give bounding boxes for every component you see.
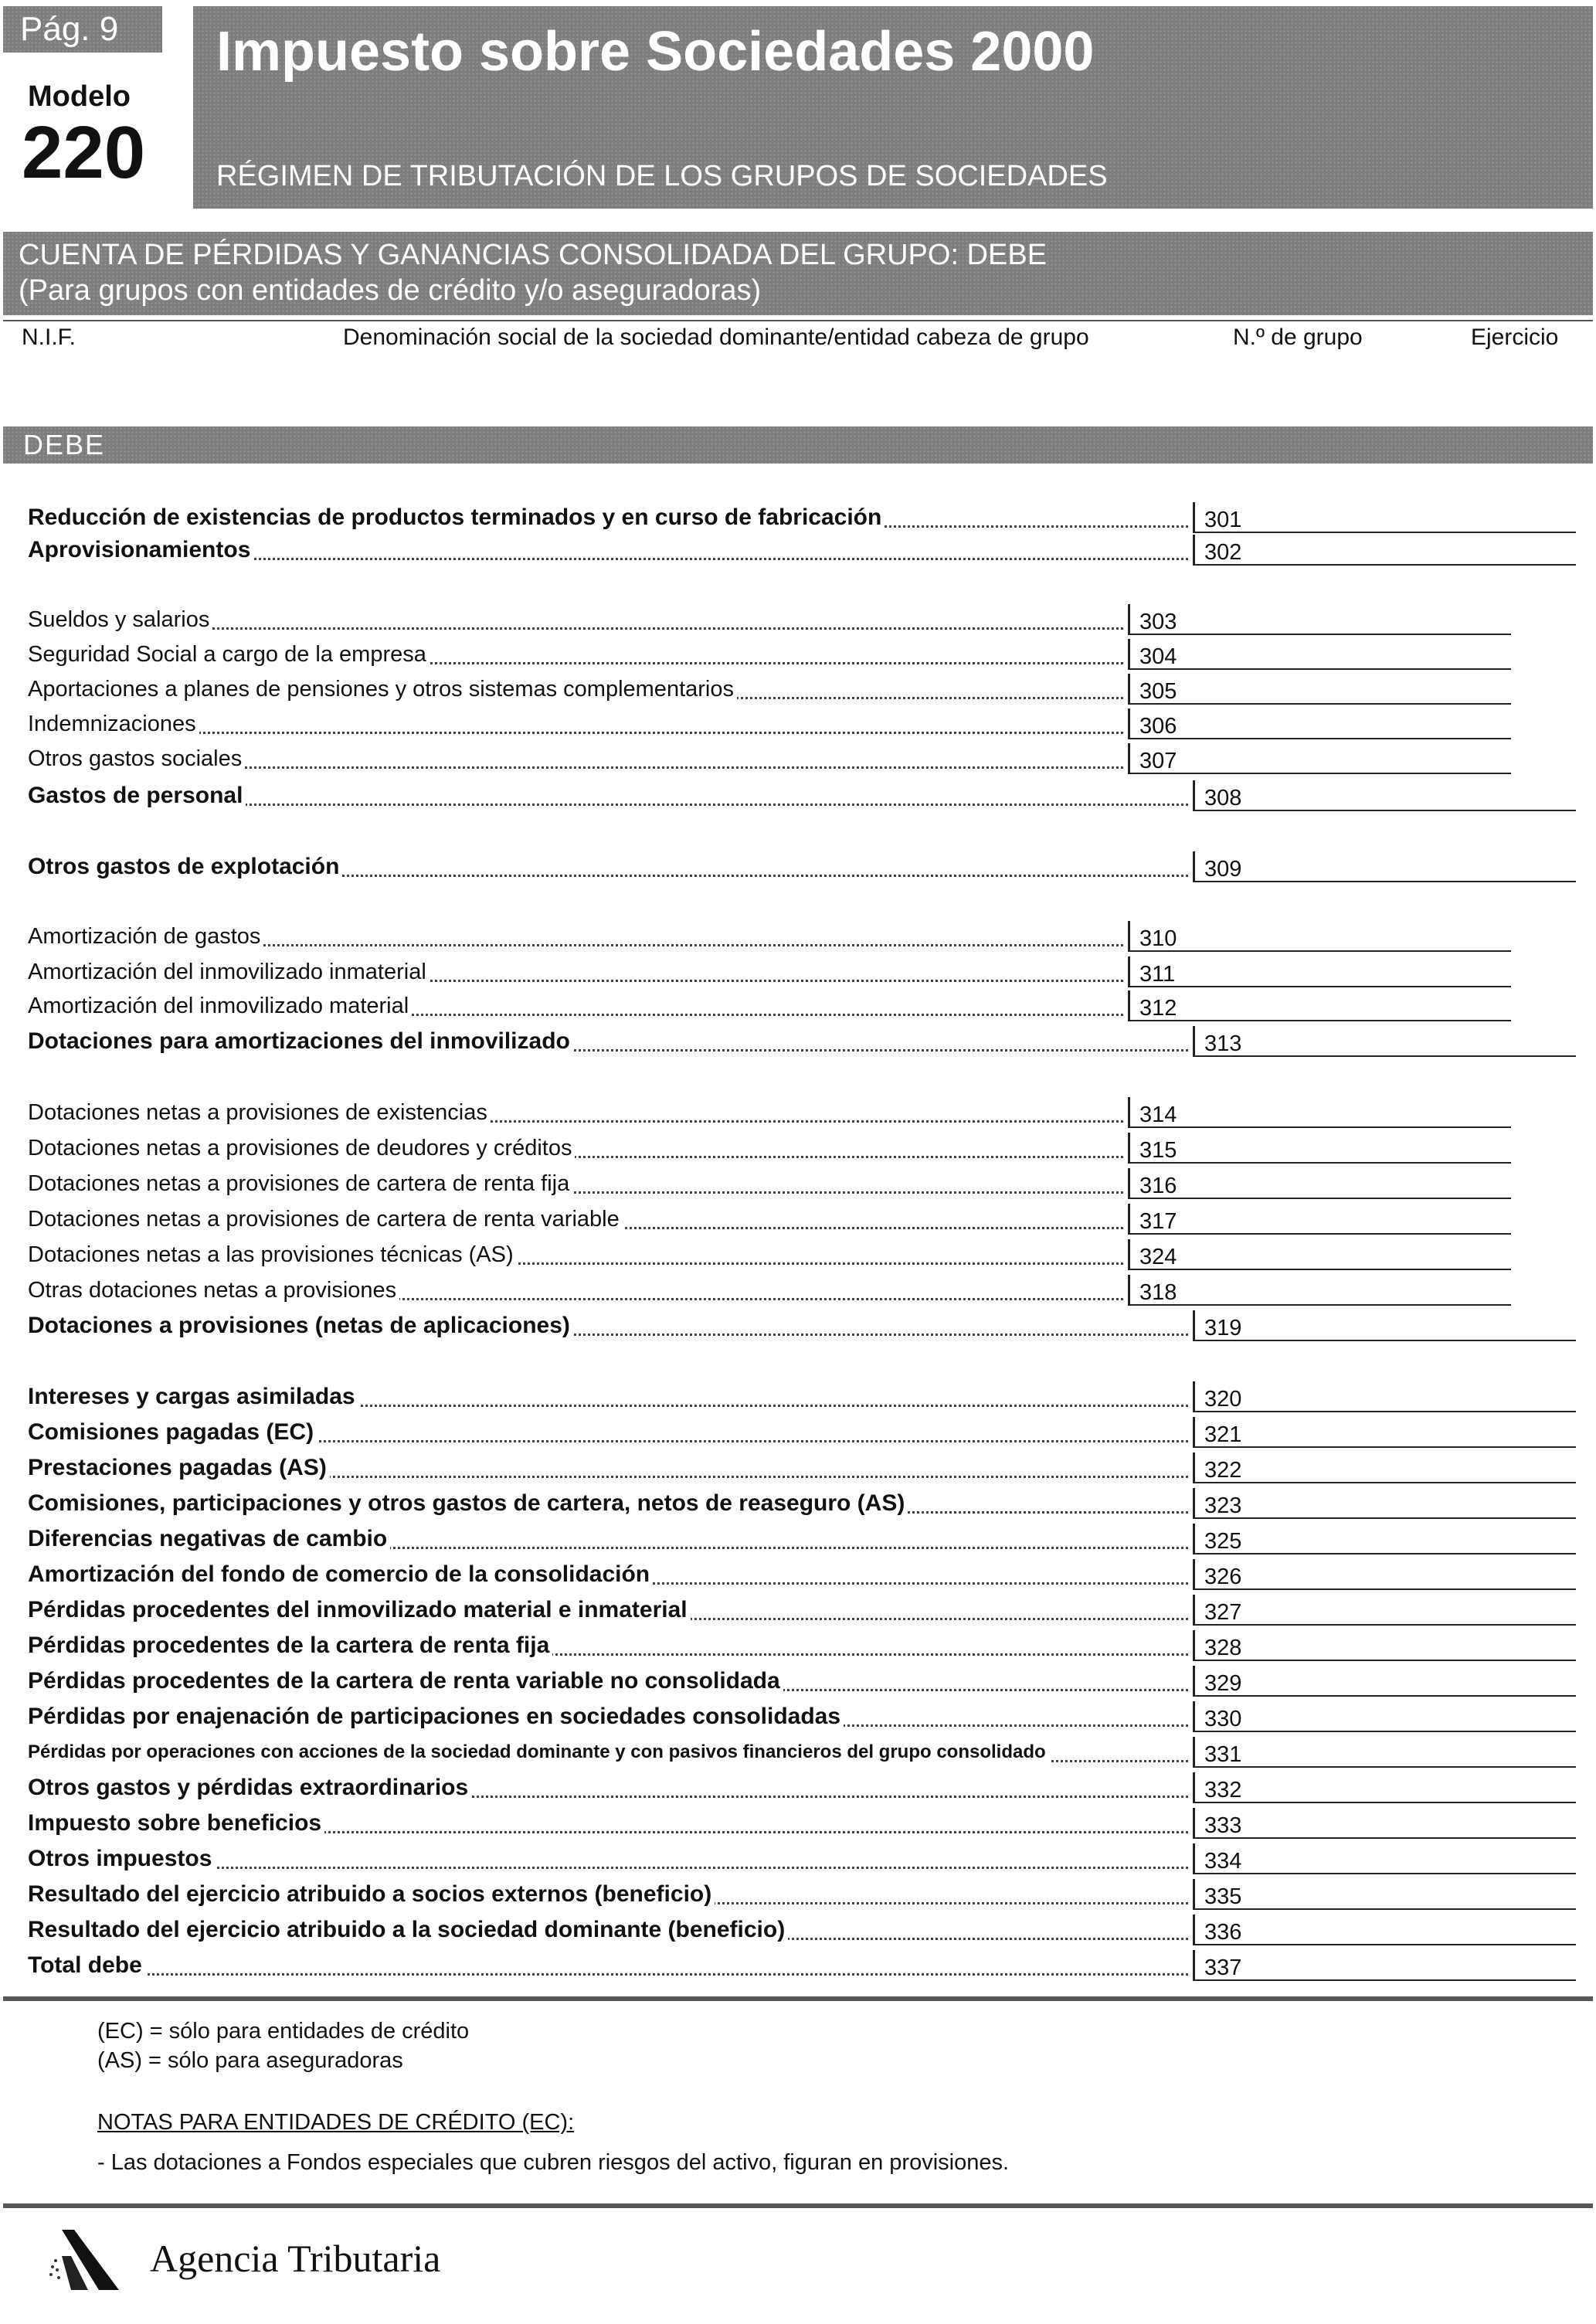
amount-box-333[interactable]: 333: [1193, 1808, 1576, 1839]
amount-box-312[interactable]: 312: [1128, 990, 1511, 1021]
row-label: Sueldos y salarios: [28, 607, 212, 632]
amount-box-332[interactable]: 332: [1193, 1772, 1576, 1803]
amount-box-316[interactable]: 316: [1128, 1168, 1511, 1199]
row-label: Pérdidas procedentes del inmovilizado material e inmaterial: [28, 1597, 691, 1622]
row-label: Intereses y cargas asimiladas: [28, 1384, 358, 1409]
amount-box-302[interactable]: 302: [1193, 535, 1576, 566]
row-label: Pérdidas por operaciones con acciones de la sociedad dominante y con pasivos financieros del grupo consolidado: [28, 1741, 1049, 1762]
section-title: CUENTA DE PÉRDIDAS Y GANANCIAS CONSOLIDADA DEL GRUPO: DEBE: [19, 239, 1048, 271]
amount-box-308[interactable]: 308: [1193, 780, 1576, 811]
amount-box-317[interactable]: 317: [1128, 1204, 1511, 1235]
row-label: Aprovisionamientos: [28, 537, 253, 562]
agencia-tributaria-logo-icon: [48, 2225, 125, 2295]
ejercicio-field-label[interactable]: Ejercicio: [1471, 324, 1559, 350]
row-label: Dotaciones netas a las provisiones técnicas (AS): [28, 1242, 517, 1267]
note-as: (AS) = sólo para aseguradoras: [97, 2048, 403, 2073]
amount-box-305[interactable]: 305: [1128, 674, 1511, 705]
id-row-divider: [3, 320, 1593, 321]
notes-title: NOTAS PARA ENTIDADES DE CRÉDITO (EC):: [97, 2110, 575, 2135]
amount-box-307[interactable]: 307: [1128, 743, 1511, 774]
section-banner: [3, 232, 1593, 315]
modelo-label: Modelo: [28, 80, 131, 113]
amount-box-325[interactable]: 325: [1193, 1524, 1576, 1554]
row-label: Amortización del inmovilizado material: [28, 994, 412, 1018]
row-label: Gastos de personal: [28, 783, 246, 808]
amount-box-311[interactable]: 311: [1128, 956, 1511, 987]
row-label: Diferencias negativas de cambio: [28, 1526, 390, 1551]
form-title: Impuesto sobre Sociedades 2000: [216, 21, 1095, 83]
row-label: Dotaciones netas a provisiones de cartera de renta variable: [28, 1207, 623, 1232]
row-label: Pérdidas procedentes de la cartera de renta fija: [28, 1633, 552, 1658]
row-label: Indemnizaciones: [28, 712, 199, 736]
row-label: Prestaciones pagadas (AS): [28, 1455, 330, 1480]
row-label: Comisiones pagadas (EC): [28, 1419, 317, 1445]
amount-box-306[interactable]: 306: [1128, 708, 1511, 739]
row-label: Pérdidas por enajenación de participaciones en sociedades consolidadas: [28, 1704, 844, 1729]
row-label: Seguridad Social a cargo de la empresa: [28, 642, 430, 667]
amount-box-322[interactable]: 322: [1193, 1452, 1576, 1483]
page-number-tab: [3, 6, 162, 53]
row-label: Comisiones, participaciones y otros gastos de cartera, netos de reaseguro (AS): [28, 1490, 908, 1516]
grupo-field-label[interactable]: N.º de grupo: [1233, 324, 1363, 350]
amount-box-328[interactable]: 328: [1193, 1630, 1576, 1661]
amount-box-331[interactable]: 331: [1193, 1737, 1576, 1768]
note-ec: (EC) = sólo para entidades de crédito: [97, 2019, 470, 2044]
amount-box-335[interactable]: 335: [1193, 1879, 1576, 1910]
row-label: Otros gastos y pérdidas extraordinarios: [28, 1775, 471, 1800]
row-label: Otros gastos sociales: [28, 746, 245, 771]
row-label: Otros impuestos: [28, 1846, 215, 1871]
amount-box-314[interactable]: 314: [1128, 1097, 1511, 1128]
amount-box-313[interactable]: 313: [1193, 1026, 1576, 1057]
row-label: Aportaciones a planes de pensiones y otros sistemas complementarios: [28, 677, 737, 702]
amount-box-336[interactable]: 336: [1193, 1915, 1576, 1945]
amount-box-323[interactable]: 323: [1193, 1488, 1576, 1519]
row-label: Otros gastos de explotación: [28, 854, 342, 879]
row-label: Otras dotaciones netas a provisiones: [28, 1278, 399, 1303]
title-banner: [193, 6, 1593, 209]
row-label: Dotaciones netas a provisiones de cartera de renta fija: [28, 1171, 572, 1196]
amount-box-324[interactable]: 324: [1128, 1239, 1511, 1270]
amount-box-319[interactable]: 319: [1193, 1310, 1576, 1341]
amount-box-310[interactable]: 310: [1128, 921, 1511, 952]
nif-field-label[interactable]: N.I.F.: [22, 324, 76, 350]
footer-divider: [3, 2203, 1593, 2208]
amount-box-309[interactable]: 309: [1193, 851, 1576, 882]
amount-box-303[interactable]: 303: [1128, 604, 1511, 635]
amount-box-318[interactable]: 318: [1128, 1275, 1511, 1306]
row-label: Total debe: [28, 1952, 145, 1978]
row-label: Dotaciones netas a provisiones de existencias: [28, 1100, 491, 1125]
debe-banner: [3, 426, 1593, 464]
row-label: Dotaciones para amortizaciones del inmovilizado: [28, 1028, 573, 1054]
modelo-number: 220: [22, 111, 146, 194]
row-label: Impuesto sobre beneficios: [28, 1810, 324, 1836]
amount-box-334[interactable]: 334: [1193, 1843, 1576, 1874]
amount-box-326[interactable]: 326: [1193, 1559, 1576, 1590]
row-label: Reducción de existencias de productos terminados y en curso de fabricación: [28, 505, 885, 530]
form-subtitle: RÉGIMEN DE TRIBUTACIÓN DE LOS GRUPOS DE SOCIEDADES: [216, 160, 1108, 192]
section-subtitle: (Para grupos con entidades de crédito y/o aseguradoras): [19, 274, 762, 307]
bottom-divider: [3, 1996, 1593, 2001]
amount-box-327[interactable]: 327: [1193, 1595, 1576, 1626]
page-number: Pág. 9: [20, 10, 119, 48]
row-label: Amortización del fondo de comercio de la consolidación: [28, 1561, 653, 1587]
row-label: Amortización de gastos: [28, 924, 263, 949]
agency-name: Agencia Tributaria: [150, 2237, 441, 2280]
row-label: Dotaciones netas a provisiones de deudores y créditos: [28, 1136, 575, 1160]
amount-box-320[interactable]: 320: [1193, 1381, 1576, 1412]
row-label: Dotaciones a provisiones (netas de aplicaciones): [28, 1313, 573, 1338]
amount-box-315[interactable]: 315: [1128, 1133, 1511, 1164]
amount-box-301[interactable]: 301: [1193, 502, 1576, 533]
amount-box-329[interactable]: 329: [1193, 1666, 1576, 1697]
row-label: Pérdidas procedentes de la cartera de renta variable no consolidada: [28, 1668, 783, 1694]
row-label: Resultado del ejercicio atribuido a la sociedad dominante (beneficio): [28, 1917, 788, 1942]
amount-box-330[interactable]: 330: [1193, 1701, 1576, 1732]
note-item: - Las dotaciones a Fondos especiales que cubren riesgos del activo, figuran en provisiones.: [97, 2150, 1010, 2175]
denominacion-field-label[interactable]: Denominación social de la sociedad dominante/entidad cabeza de grupo: [343, 324, 1089, 350]
amount-box-304[interactable]: 304: [1128, 639, 1511, 670]
amount-box-337[interactable]: 337: [1193, 1950, 1576, 1981]
amount-box-321[interactable]: 321: [1193, 1417, 1576, 1448]
debe-label: DEBE: [23, 429, 106, 460]
row-label: Amortización del inmovilizado inmaterial: [28, 960, 430, 984]
row-label: Resultado del ejercicio atribuido a socios externos (beneficio): [28, 1881, 715, 1907]
